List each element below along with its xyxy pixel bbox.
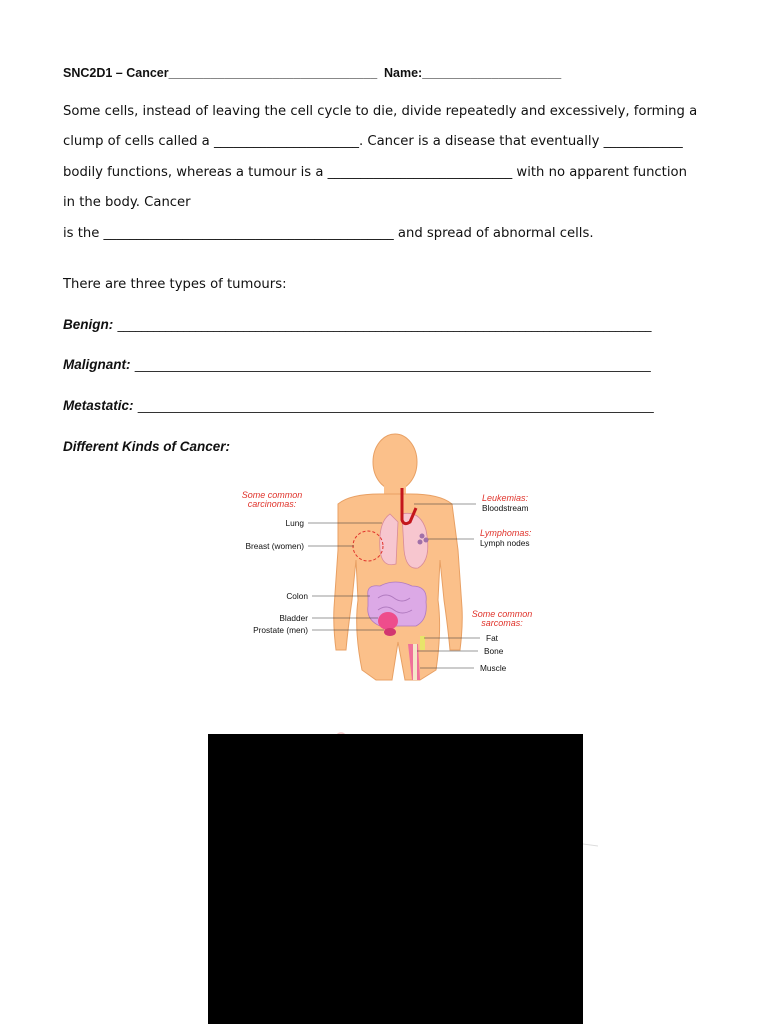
malignant-blank: ______________________________________________________________________________________ (134, 358, 651, 372)
label-bone: Bone (484, 646, 504, 656)
paragraph-line-1: Some cells, instead of leaving the cell cycle to die, divide repeatedly and excessively, forming a (63, 104, 698, 119)
label-colon: Colon (286, 591, 308, 601)
redacted-image (208, 734, 583, 1024)
lymphomas-sub: Lymph nodes (480, 538, 530, 548)
course-title: SNC2D1 – Cancer (63, 66, 169, 80)
leukemias-sub: Bloodstream (482, 503, 529, 513)
types-intro: There are three types of tumours: (63, 277, 287, 292)
leukemias-title: Leukemias: (482, 493, 529, 503)
name-label: Name: (384, 66, 423, 80)
paragraph-line-5: is the ____________________________________________ and spread of abnormal cells. (63, 226, 594, 241)
paragraph-line-4: in the body. Cancer (63, 195, 191, 210)
cancer-body-diagram (230, 430, 540, 682)
paragraph-line-2: clump of cells called a ______________________. Cancer is a disease that eventually ____________ (63, 134, 683, 149)
course-underline: ______________________________ (168, 66, 378, 80)
body-silhouette (334, 434, 463, 680)
label-fat: Fat (486, 633, 498, 643)
label-breast: Breast (women) (245, 541, 304, 551)
bladder-shape (378, 612, 398, 630)
sarcomas-title-1: Some common (471, 609, 533, 619)
header-name (384, 66, 561, 80)
tumour-malignant (63, 357, 651, 373)
metastatic-blank: ______________________________________________________________________________________ (137, 399, 654, 413)
tumour-benign (63, 317, 651, 333)
malignant-label: Malignant: (63, 357, 131, 372)
benign-label: Benign: (63, 317, 114, 332)
paragraph-line-3: bodily functions, whereas a tumour is a ____________________________ with no apparent function (63, 165, 687, 180)
label-prostate: Prostate (men) (253, 625, 308, 635)
kinds-heading: Different Kinds of Cancer: (63, 439, 231, 454)
label-muscle: Muscle (480, 663, 507, 673)
carcinomas-title-2: carcinomas: (247, 499, 297, 509)
metastatic-label: Metastatic: (63, 398, 134, 413)
label-lung: Lung (285, 518, 304, 528)
sarcomas-title-2: sarcomas: (481, 618, 523, 628)
carcinomas-title-1: Some common (241, 490, 303, 500)
label-bladder: Bladder (279, 613, 308, 623)
bone-shape (413, 644, 417, 680)
prostate-shape (384, 628, 396, 636)
benign-blank: _________________________________________________________________________________________ (117, 318, 652, 332)
tumour-metastatic (63, 398, 654, 414)
lymphomas-title: Lymphomas: (480, 528, 532, 538)
header-course (63, 66, 377, 80)
name-blank: ____________________ (422, 66, 562, 80)
